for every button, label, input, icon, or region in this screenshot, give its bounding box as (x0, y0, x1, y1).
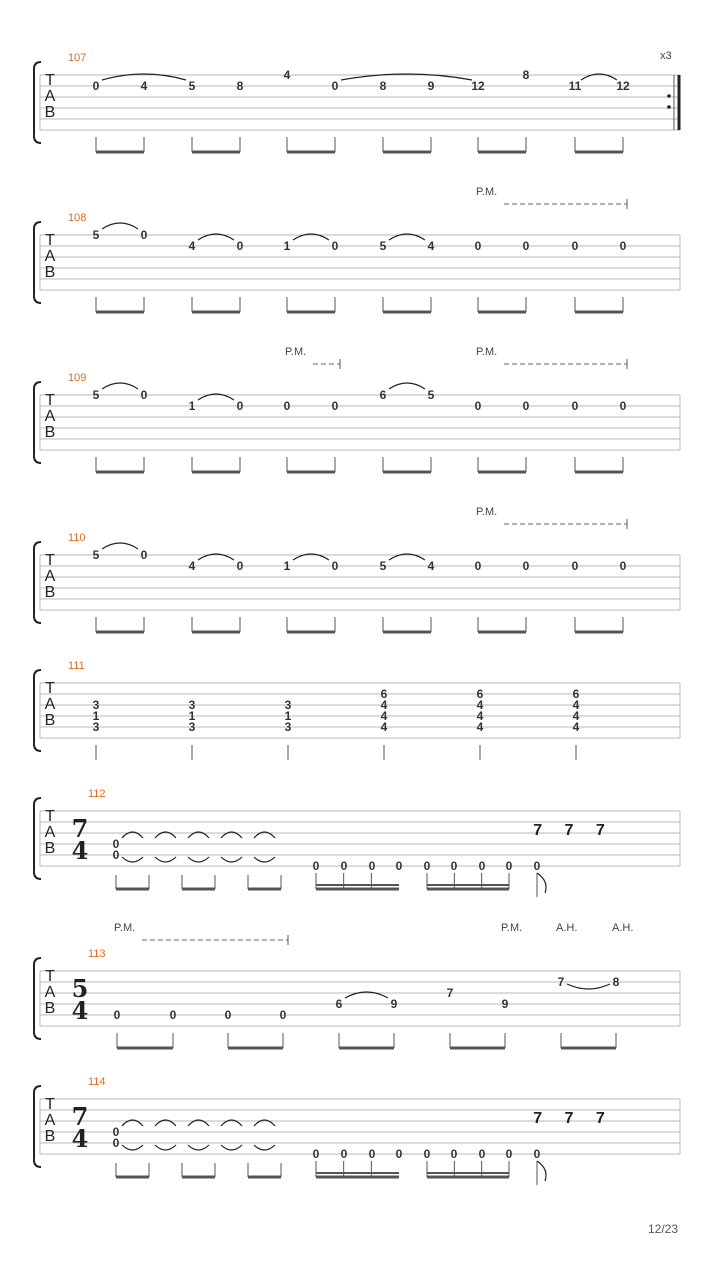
tab-clef-letter: A (44, 696, 56, 713)
fret-number: 0 (312, 1147, 320, 1161)
fret-number: 4 (427, 239, 435, 253)
fret-number: 0 (236, 559, 244, 573)
time-signature-top: 5 (71, 974, 89, 1003)
measure-number: 112 (88, 788, 106, 800)
time-signature-bottom: 4 (71, 1124, 89, 1153)
tab-clef-letter: T (45, 552, 55, 569)
time-signature-bottom: 4 (71, 996, 89, 1025)
artificial-harmonic-label: A.H. (612, 922, 634, 934)
palm-mute-label: P.M. (476, 346, 498, 358)
repeat-dot (667, 105, 671, 109)
fret-number: 4 (380, 709, 388, 723)
tab-staff (34, 660, 680, 760)
fret-number: 9 (390, 997, 398, 1011)
tab-clef-letter: B (44, 1000, 56, 1017)
fret-number: 0 (395, 859, 403, 873)
fret-number: 1 (284, 709, 292, 723)
fret-number: 4 (188, 559, 196, 573)
fret-number: 0 (423, 1147, 431, 1161)
fret-number: 5 (427, 388, 435, 402)
tab-clef-letter: B (44, 1128, 56, 1145)
fret-number: 8 (236, 79, 244, 93)
fret-number: 0 (478, 1147, 486, 1161)
fret-number: 0 (112, 837, 120, 851)
tab-clef-letter: B (44, 712, 56, 729)
time-signature-bottom: 4 (71, 836, 89, 865)
fret-number: 1 (188, 709, 196, 723)
eighth-rests: 7 7 7 (533, 822, 607, 839)
fret-number: 4 (476, 698, 484, 712)
fret-number: 0 (522, 559, 530, 573)
tab-staff (34, 788, 680, 897)
tab-staff (34, 186, 680, 312)
tab-staff (34, 346, 680, 472)
tab-clef-letter: T (45, 392, 55, 409)
fret-number: 0 (571, 559, 579, 573)
tab-clef-letter: T (45, 72, 55, 89)
fret-number: 0 (619, 559, 627, 573)
fret-number: 0 (533, 1147, 541, 1161)
tab-clef-letter: B (44, 584, 56, 601)
fret-number: 0 (140, 548, 148, 562)
tie-arc (102, 543, 138, 549)
tie-arc (102, 223, 138, 229)
palm-mute-label: P.M. (476, 186, 498, 198)
tab-clef-letter: A (44, 1112, 56, 1129)
tie-arc (389, 383, 425, 389)
tab-clef-letter: T (45, 1096, 55, 1113)
fret-number: 6 (379, 388, 387, 402)
fret-number: 0 (112, 1136, 120, 1150)
measure-number: 113 (88, 948, 106, 960)
tab-clef-letter: T (45, 968, 55, 985)
fret-number: 0 (236, 239, 244, 253)
fret-number: 6 (476, 687, 484, 701)
palm-mute-label: P.M. (114, 922, 136, 934)
tab-clef-letter: T (45, 232, 55, 249)
fret-number: 4 (476, 709, 484, 723)
palm-mute-label: P.M. (285, 346, 307, 358)
tie-arc (254, 1145, 275, 1150)
fret-number: 0 (395, 1147, 403, 1161)
note-flag (537, 1161, 546, 1181)
fret-number: 0 (112, 848, 120, 862)
fret-number: 0 (368, 859, 376, 873)
fret-number: 3 (284, 720, 292, 734)
fret-number: 0 (619, 239, 627, 253)
fret-number: 0 (474, 559, 482, 573)
fret-number: 6 (572, 687, 580, 701)
time-signature-top: 7 (71, 1102, 89, 1131)
tab-clef-letter: A (44, 408, 56, 425)
fret-number: 0 (113, 1008, 121, 1022)
measure-number: 107 (68, 52, 87, 64)
fret-number: 3 (188, 698, 196, 712)
repeat-count: x3 (660, 50, 672, 62)
fret-number: 8 (522, 68, 530, 82)
fret-number: 6 (335, 997, 343, 1011)
fret-number: 3 (284, 698, 292, 712)
fret-number: 0 (140, 228, 148, 242)
fret-number: 0 (571, 239, 579, 253)
tie-arc (188, 857, 209, 862)
fret-number: 0 (279, 1008, 287, 1022)
fret-number: 4 (380, 720, 388, 734)
fret-number: 1 (283, 559, 291, 573)
tab-clef-letter: B (44, 264, 56, 281)
fret-number: 4 (188, 239, 196, 253)
fret-number: 5 (379, 559, 387, 573)
fret-number: 5 (92, 388, 100, 402)
measure-number: 109 (68, 372, 87, 384)
tab-clef-letter: A (44, 984, 56, 1001)
tie-arc (122, 1145, 143, 1150)
fret-number: 4 (572, 709, 580, 723)
fret-number: 9 (501, 997, 509, 1011)
fret-number: 0 (368, 1147, 376, 1161)
fret-number: 0 (331, 79, 339, 93)
fret-number: 0 (474, 399, 482, 413)
measure-number: 111 (68, 660, 85, 672)
measure-number: 110 (68, 532, 86, 544)
fret-number: 7 (446, 986, 454, 1000)
fret-number: 1 (283, 239, 291, 253)
fret-number: 0 (522, 399, 530, 413)
tab-staff (34, 50, 680, 152)
fret-number: 4 (476, 720, 484, 734)
repeat-dot (667, 94, 671, 98)
measure-number: 108 (68, 212, 87, 224)
fret-number: 0 (92, 79, 100, 93)
fret-number: 0 (522, 239, 530, 253)
fret-number: 1 (92, 709, 100, 723)
tab-clef-letter: A (44, 248, 56, 265)
fret-number: 11 (568, 79, 582, 93)
fret-number: 4 (283, 68, 291, 82)
fret-number: 0 (140, 388, 148, 402)
fret-number: 7 (557, 975, 565, 989)
fret-number: 12 (616, 79, 630, 93)
fret-number: 0 (619, 399, 627, 413)
tab-clef-letter: A (44, 88, 56, 105)
tie-arc (122, 857, 143, 862)
fret-number: 0 (312, 859, 320, 873)
tab-clef-letter: B (44, 424, 56, 441)
time-signature-top: 7 (71, 814, 89, 843)
fret-number: 12 (471, 79, 485, 93)
fret-number: 0 (112, 1125, 120, 1139)
tie-arc (155, 1145, 176, 1150)
fret-number: 0 (474, 239, 482, 253)
fret-number: 0 (331, 239, 339, 253)
fret-number: 0 (450, 859, 458, 873)
fret-number: 0 (224, 1008, 232, 1022)
fret-number: 3 (92, 720, 100, 734)
fret-number: 4 (140, 79, 148, 93)
fret-number: 0 (331, 559, 339, 573)
palm-mute-label: P.M. (476, 506, 498, 518)
tab-clef-letter: A (44, 568, 56, 585)
page-number: 12/23 (647, 1222, 678, 1236)
tab-clef-letter: T (45, 808, 55, 825)
fret-number: 6 (380, 687, 388, 701)
fret-number: 4 (427, 559, 435, 573)
eighth-rests: 7 7 7 (533, 1110, 607, 1127)
tab-staff (34, 1076, 680, 1185)
fret-number: 8 (379, 79, 387, 93)
fret-number: 0 (478, 859, 486, 873)
fret-number: 5 (92, 228, 100, 242)
fret-number: 4 (572, 720, 580, 734)
tab-staff (34, 506, 680, 632)
tie-arc (188, 1145, 209, 1150)
fret-number: 3 (188, 720, 196, 734)
fret-number: 5 (92, 548, 100, 562)
fret-number: 0 (533, 859, 541, 873)
fret-number: 0 (283, 399, 291, 413)
fret-number: 0 (423, 859, 431, 873)
tab-clef-letter: T (45, 680, 55, 697)
fret-number: 4 (572, 698, 580, 712)
artificial-harmonic-label: A.H. (556, 922, 578, 934)
tie-arc (221, 857, 242, 862)
fret-number: 8 (612, 975, 620, 989)
measure-number: 114 (88, 1076, 106, 1088)
palm-mute-label: P.M. (501, 922, 523, 934)
fret-number: 4 (380, 698, 388, 712)
tab-staff (34, 922, 680, 1048)
tie-arc (155, 857, 176, 862)
tab-clef-letter: A (44, 824, 56, 841)
fret-number: 0 (340, 1147, 348, 1161)
tie-arc (567, 984, 610, 989)
tab-clef-letter: B (44, 104, 56, 121)
fret-number: 3 (92, 698, 100, 712)
tie-arc (254, 857, 275, 862)
fret-number: 0 (169, 1008, 177, 1022)
fret-number: 9 (427, 79, 435, 93)
fret-number: 0 (331, 399, 339, 413)
fret-number: 1 (188, 399, 196, 413)
fret-number: 0 (505, 859, 513, 873)
fret-number: 0 (340, 859, 348, 873)
tie-arc (221, 1145, 242, 1150)
fret-number: 5 (188, 79, 196, 93)
tie-arc (102, 383, 138, 389)
tab-clef-letter: B (44, 840, 56, 857)
fret-number: 0 (450, 1147, 458, 1161)
fret-number: 0 (571, 399, 579, 413)
note-flag (537, 873, 546, 893)
fret-number: 0 (236, 399, 244, 413)
fret-number: 0 (505, 1147, 513, 1161)
fret-number: 5 (379, 239, 387, 253)
